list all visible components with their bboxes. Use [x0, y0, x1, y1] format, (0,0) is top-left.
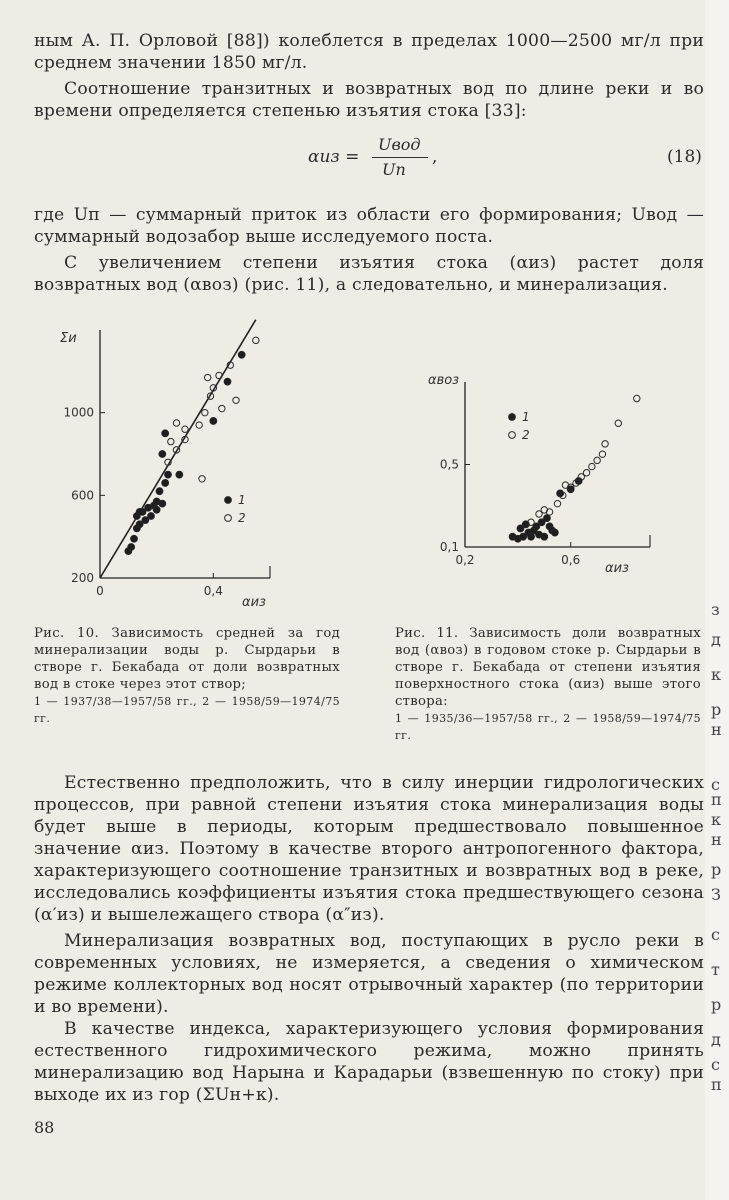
formula-numerator: Uвод: [378, 135, 421, 154]
data-point-series-2: [599, 451, 605, 457]
data-point-series-1: [176, 471, 183, 478]
edge-letter: т: [711, 960, 720, 979]
y-tick-label: 600: [71, 488, 94, 503]
edge-letter: п: [711, 790, 722, 809]
data-point-series-1: [164, 471, 171, 478]
edge-letter: н: [711, 830, 722, 849]
formula-denominator: Uп: [382, 160, 406, 179]
data-point-series-1: [159, 500, 166, 507]
data-point-series-2: [202, 409, 208, 415]
edge-letter: д: [711, 1030, 721, 1049]
data-point-series-2: [594, 457, 600, 463]
data-point-series-2: [173, 420, 179, 426]
x-axis-label: αиз: [605, 561, 629, 576]
data-point-series-1: [162, 479, 169, 486]
legend-label: 2: [522, 428, 530, 442]
edge-letter: с: [711, 775, 720, 794]
data-point-series-1: [153, 506, 160, 513]
figure-10-chart: [30, 318, 340, 618]
data-point-series-1: [162, 430, 169, 437]
figure-10-caption: [34, 625, 340, 727]
edge-letter: н: [711, 720, 722, 739]
paragraph-2: Соотношение транзитных и возвратных вод по длине реки и во времени определяется степенью изъятия стока [33]:: [34, 79, 704, 121]
y-axis-label: αвоз: [428, 373, 460, 388]
fraction-bar: [372, 157, 428, 158]
y-axis-label: Σи: [60, 331, 77, 346]
y-tick-label: 1000: [63, 405, 94, 420]
edge-letter: р: [711, 995, 722, 1014]
edge-letter: д: [711, 630, 721, 649]
paragraph-3: где Uп — суммарный приток из области его формирования; Uвод — суммарный водозабор выше исследуемого поста.: [34, 205, 704, 247]
data-point-series-1: [541, 533, 548, 540]
figure-11-chart: [420, 362, 680, 592]
adjacent-page-edge: [705, 0, 729, 1200]
formula-lhs: αиз =: [308, 147, 360, 167]
data-point-series-2: [634, 395, 640, 401]
figure-11-caption-text: Рис. 11. Зависимость доли возвратных вод (αвоз) в годовом стоке р. Сырдарьи в створе г. Бекабада от степени изъятия поверхностного стока (αиз) выше этого створа:: [395, 626, 701, 709]
data-point-series-2: [583, 470, 589, 476]
data-point-series-2: [602, 441, 608, 447]
x-tick-label: 0,6: [561, 553, 581, 567]
formula-comma: ,: [432, 147, 438, 167]
data-point-series-1: [210, 417, 217, 424]
edge-letter: п: [711, 1075, 722, 1094]
data-point-series-2: [253, 337, 259, 343]
x-axis-label: αиз: [242, 595, 266, 610]
data-point-series-2: [199, 476, 205, 482]
x-tick-label: 0: [96, 584, 104, 598]
data-point-series-2: [554, 500, 560, 506]
data-point-series-2: [168, 438, 174, 444]
edge-letter: р: [711, 700, 722, 719]
x-tick-label: 0,2: [455, 553, 475, 567]
figure-11-caption: [395, 625, 701, 744]
legend-marker: [509, 432, 516, 439]
paragraph-5: Естественно предположить, что в силу инерции гидрологических процессов, при равной степени изъятия стока минерализация воды будет выше в периоды, которым предшествовало повышенное значение αиз. Поэтому в качестве второго антропогенного фактора, характеризующего соотношение транзитных и возвратных вод в реке, исследовались коэффициенты изъятия стока предшествующего сезона (α′из) и вышележащего створа (α″из).: [34, 773, 704, 925]
legend-marker: [509, 414, 516, 421]
legend-marker: [225, 515, 232, 522]
data-point-series-2: [196, 422, 202, 428]
data-point-series-1: [147, 512, 154, 519]
data-point-series-1: [128, 543, 135, 550]
formula-18: [0, 135, 705, 185]
legend-marker: [225, 497, 232, 504]
data-point-series-2: [219, 405, 225, 411]
y-tick-label: 0,1: [439, 540, 459, 554]
data-point-series-1: [159, 450, 166, 457]
edge-letter: З: [711, 885, 721, 904]
edge-letter: с: [711, 925, 720, 944]
page-number: 88: [34, 1118, 55, 1137]
data-point-series-1: [130, 535, 137, 542]
edge-letter: с: [711, 1055, 720, 1074]
edge-letter: к: [711, 665, 721, 684]
data-point-series-2: [233, 397, 239, 403]
data-point-series-1: [238, 351, 245, 358]
equation-number: (18): [667, 147, 702, 167]
edge-letter: р: [711, 860, 722, 879]
paragraph-7: В качестве индекса, характеризующего условия формирования естественного гидрохимического режима, можно принять минерализацию вод Нарына и Карадарьи (взвешенную по стоку) при выходе их из гор (ΣUн+к).: [34, 1019, 704, 1105]
legend-label: 1: [238, 493, 246, 507]
data-point-series-1: [136, 508, 143, 515]
data-point-series-1: [156, 488, 163, 495]
figure-11-legend-caption: 1 — 1935/36—1957/58 гг., 2 — 1958/59—1974/75 гг.: [395, 712, 701, 742]
figure-10-caption-text: Рис. 10. Зависимость средней за год минерализации воды р. Сырдарьи в створе г. Бекабада от доли возвратных вод в стоке через этот створ;: [34, 626, 340, 692]
data-point-series-2: [589, 463, 595, 469]
data-point-series-1: [224, 378, 231, 385]
paragraph-6: Минерализация возвратных вод, поступающих в русло реки в современных условиях, не измеряется, а сведения о химическом режиме коллекторных вод носят отрывочный характер (по территории и во времени).: [34, 931, 704, 1017]
x-tick-label: 0,4: [203, 584, 223, 598]
edge-letter: з: [711, 600, 720, 619]
y-tick-label: 200: [71, 571, 94, 585]
edge-letter: к: [711, 810, 721, 829]
data-point-series-2: [204, 374, 210, 380]
paragraph-4: С увеличением степени изъятия стока (αиз) растет доля возвратных вод (αвоз) (рис. 11), а следовательно, и минерализация.: [34, 253, 704, 295]
data-point-series-1: [145, 504, 152, 511]
data-point-series-1: [551, 529, 558, 536]
legend-label: 2: [238, 511, 246, 525]
data-point-series-2: [182, 426, 188, 432]
regression-line: [100, 320, 256, 578]
data-point-series-2: [615, 420, 621, 426]
figure-10-legend-caption: 1 — 1937/38—1957/58 гг., 2 — 1958/59—1974/75 гг.: [34, 695, 340, 725]
paragraph-1: ным А. П. Орловой [88]) колеблется в пределах 1000—2500 мг/л при среднем значении 1850 мг/л.: [34, 31, 704, 73]
y-tick-label: 0,5: [439, 457, 459, 472]
legend-label: 1: [522, 410, 530, 424]
